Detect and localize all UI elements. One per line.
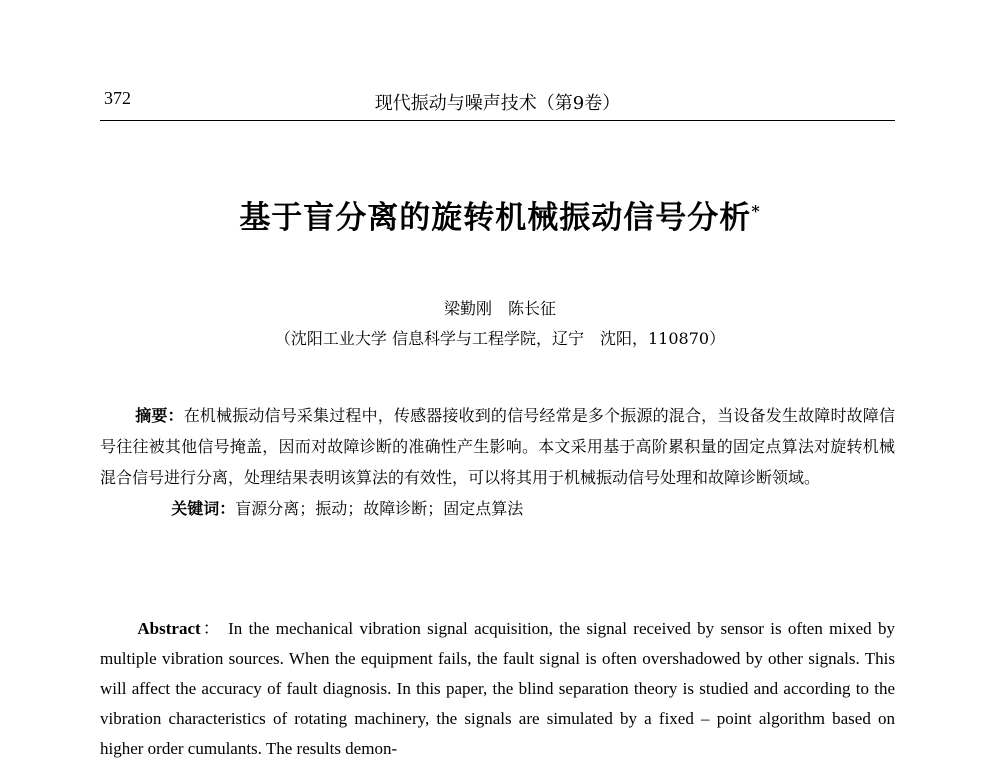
affiliation: （沈阳工业大学 信息科学与工程学院，辽宁 沈阳，110870） <box>274 329 726 348</box>
english-abstract <box>100 614 895 764</box>
english-abstract-paragraph <box>100 614 895 764</box>
chinese-abstract-label: 摘要： <box>135 406 184 425</box>
keywords-label: 关键词： <box>171 499 236 518</box>
title-footnote-mark: * <box>751 201 761 221</box>
journal-name: 现代振动与噪声技术（第9卷） <box>374 93 621 114</box>
chinese-abstract-text: 在机械振动信号采集过程中，传感器接收到的信号经常是多个振源的混合，当设备发生故障时故障信号往往被其他信号掩盖，因而对故障诊断的准确性产生影响。本文采用基于高阶累积量的固定点算法对旋转机械混合信号进行分离，处理结果表明该算法的有效性，可以将其用于机械振动信号处理和故障诊断领域。 <box>100 406 895 487</box>
keywords-text: 盲源分离；振动；故障诊断；固定点算法 <box>235 499 524 518</box>
chinese-abstract-paragraph <box>100 400 895 493</box>
authors: 梁勤刚 陈长征 <box>443 299 556 318</box>
english-abstract-separator: ： <box>200 619 222 638</box>
paper-title-text: 基于盲分离的旋转机械振动信号分析 <box>239 200 752 236</box>
page-number: 372 <box>104 88 131 108</box>
chinese-abstract <box>100 400 895 524</box>
paper-title <box>0 192 1000 237</box>
english-abstract-label: Abstract <box>137 619 201 638</box>
english-abstract-text: In the mechanical vibration signal acquisition, the signal received by sensor is often mixed by multiple vibration sources. When the equipment fails, the fault signal is often overshadowed by other signals. This will affect the accuracy of fault diagnosis. In this paper, the blind separation theory is studied and according to the vibration characteristics of rotating machinery, the signals are simulated by a fixed – point algorithm based on higher order cumulants. The results demon- <box>100 619 895 758</box>
keywords <box>100 493 895 524</box>
running-header <box>100 84 895 121</box>
